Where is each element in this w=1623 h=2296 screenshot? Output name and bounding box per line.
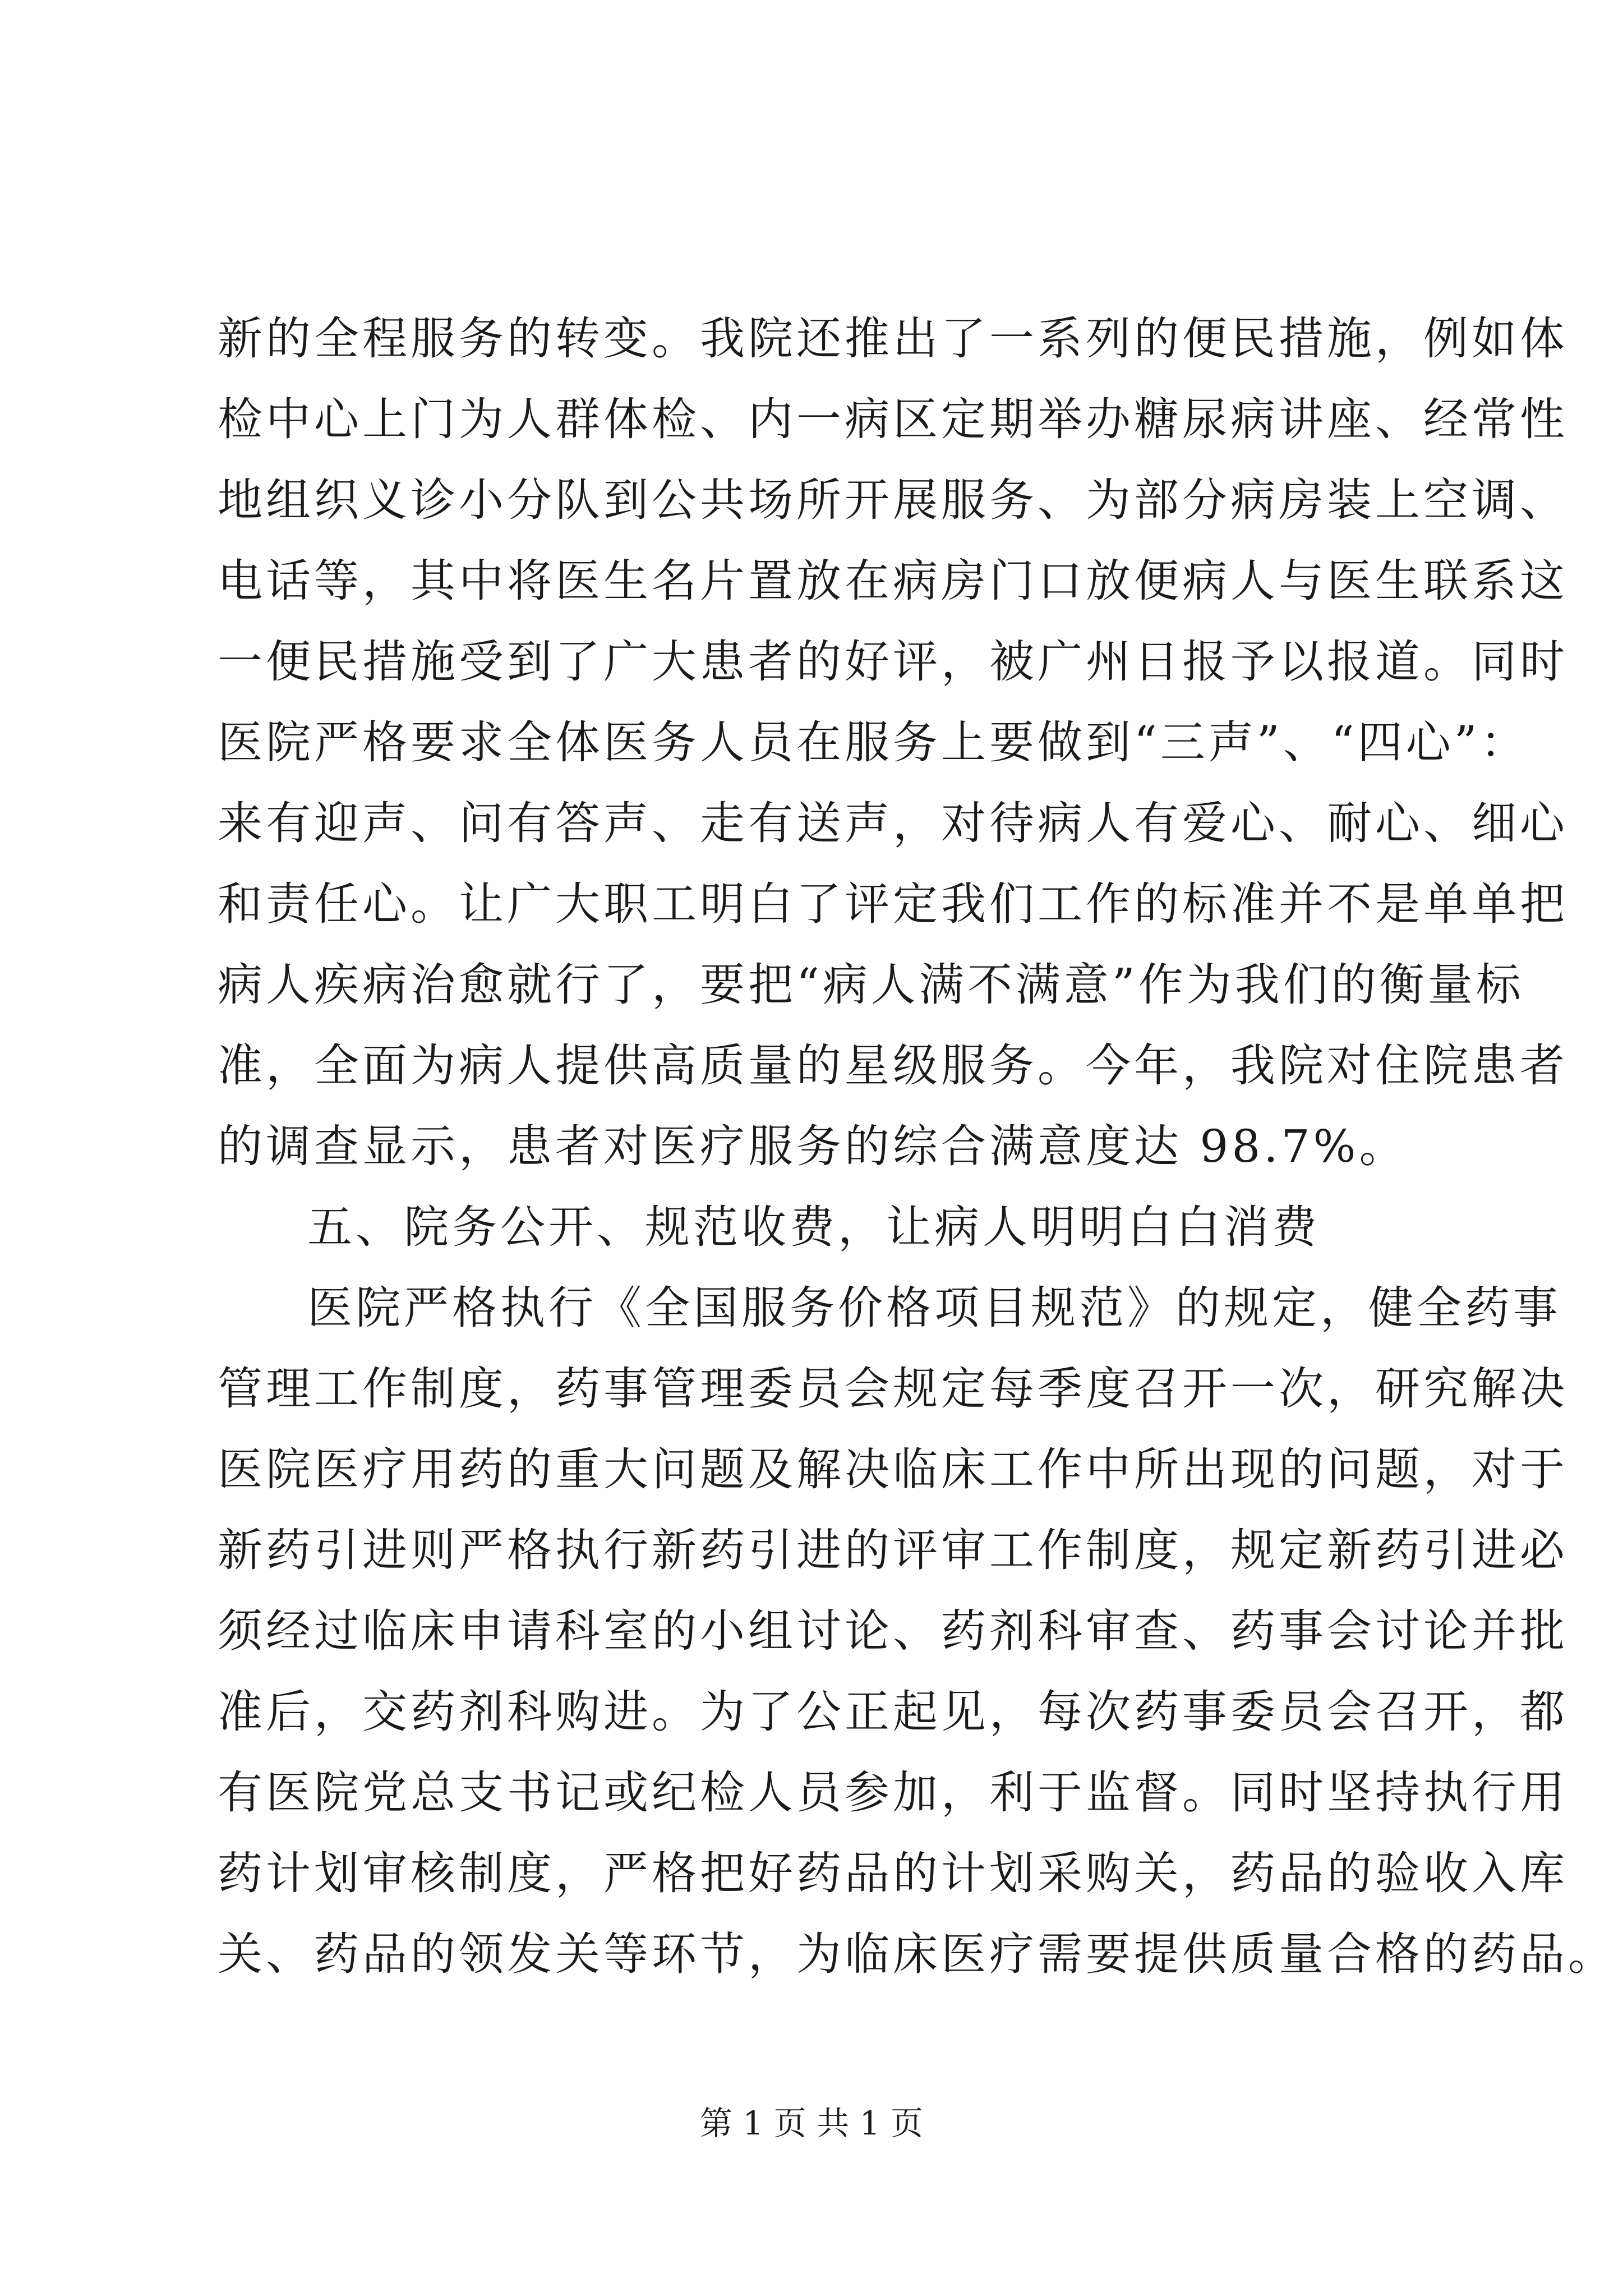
text-line: 医院严格要求全体医务人员在服务上要做到“三声”、“四心”： xyxy=(218,716,1529,769)
page-number-footer: 第 1 页 共 1 页 xyxy=(700,2104,923,2142)
text-line: 新药引进则严格执行新药引进的评审工作制度，规定新药引进必 xyxy=(218,1524,1568,1576)
text-line: 有医院党总支书记或纪检人员参加，利于监督。同时坚持执行用 xyxy=(218,1766,1568,1819)
text-line: 一便民措施受到了广大患者的好评，被广州日报予以报道。同时 xyxy=(218,636,1568,688)
text-line: 电话等，其中将医生名片置放在病房门口放便病人与医生联系这 xyxy=(218,555,1568,607)
text-line: 医院医疗用药的重大问题及解决临床工作中所出现的问题，对于 xyxy=(218,1443,1568,1496)
section-heading: 五、院务公开、规范收费，让病人明明白白消费 xyxy=(307,1201,1320,1253)
body-text xyxy=(218,298,1616,1995)
text-line: 来有迎声、问有答声、走有送声，对待病人有爱心、耐心、细心 xyxy=(218,797,1568,849)
text-line: 药计划审核制度，严格把好药品的计划采购关，药品的验收入库 xyxy=(218,1847,1568,1899)
text-line: 关、药品的领发关等环节，为临床医疗需要提供质量合格的药品。 xyxy=(218,1928,1616,1980)
text-line: 准后，交药剂科购进。为了公正起见，每次药事委员会召开，都 xyxy=(218,1686,1568,1738)
text-line: 新的全程服务的转变。我院还推出了一系列的便民措施，例如体 xyxy=(218,312,1568,365)
text-line: 管理工作制度，药事管理委员会规定每季度召开一次，研究解决 xyxy=(218,1363,1568,1415)
text-line: 地组织义诊小分队到公共场所开展服务、为部分病房装上空调、 xyxy=(218,474,1568,526)
text-line: 检中心上门为人群体检、内一病区定期举办糖尿病讲座、经常性 xyxy=(218,393,1568,445)
text-line: 和责任心。让广大职工明白了评定我们工作的标准并不是单单把 xyxy=(218,878,1568,930)
text-line: 医院严格执行《全国服务价格项目规范》的规定，健全药事 xyxy=(307,1282,1561,1334)
text-line: 须经过临床申请科室的小组讨论、药剂科审查、药事会讨论并批 xyxy=(218,1605,1568,1657)
text-line: 的调查显示，患者对医疗服务的综合满意度达 98.7%。 xyxy=(218,1120,1408,1172)
text-line: 病人疾病治愈就行了，要把“病人满不满意”作为我们的衡量标 xyxy=(218,959,1524,1011)
text-line: 准，全面为病人提供高质量的星级服务。今年，我院对住院患者 xyxy=(218,1039,1568,1092)
